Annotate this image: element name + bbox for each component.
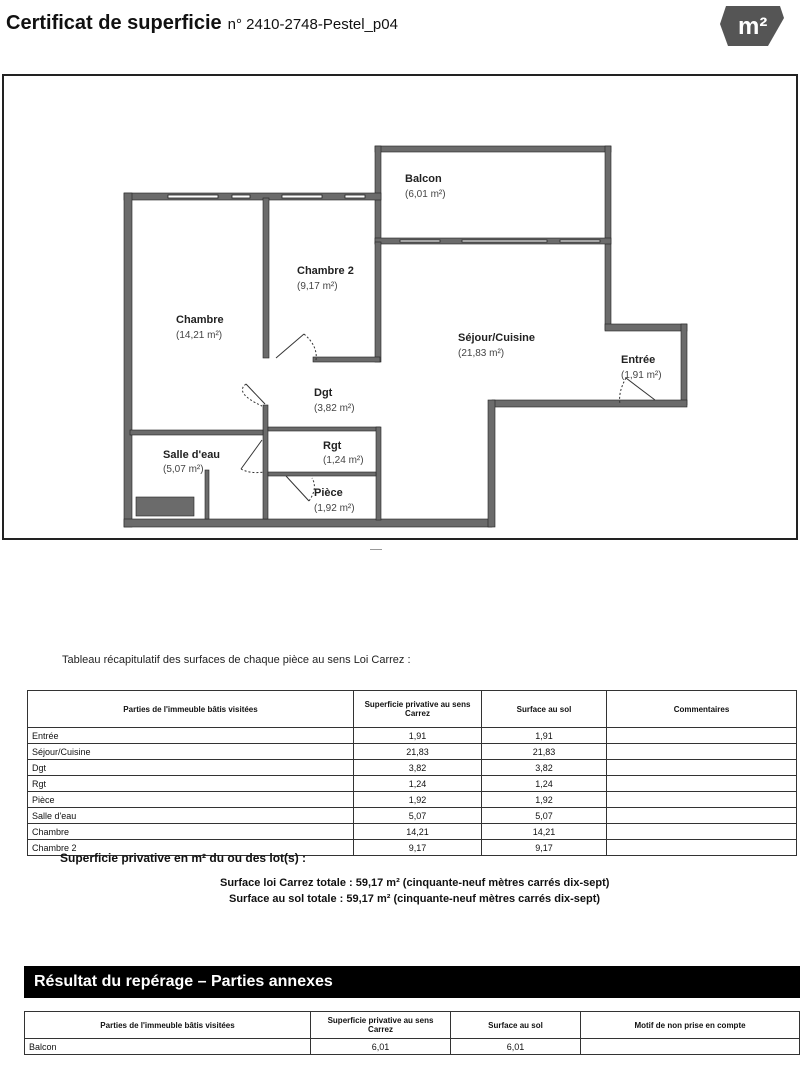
table-row [28,824,797,840]
table-row [28,792,797,808]
room-area-sejour-cuisine: (21,83 m²) [458,348,505,359]
room-area-rgt: (1,24 m²) [323,455,364,466]
table-row [28,808,797,824]
cell-carrez: 5,07 [354,808,482,824]
cell-part: Pièce [28,792,354,808]
annex-header-carrez: Superficie privative au sens Carrez [311,1012,451,1039]
cell-part: Entrée [28,728,354,744]
cell-sol: 1,92 [482,792,607,808]
room-name-dgt: Dgt [314,387,333,399]
cell-carrez: 1,91 [354,728,482,744]
room-area-dgt: (3,82 m²) [314,403,355,414]
total-sol: Surface au sol totale : 59,17 m² (cinquante-neuf mètres carrés dix-sept) [229,893,601,905]
room-name-balcon: Balcon [405,173,442,185]
cell-carrez: 14,21 [354,824,482,840]
cell-carrez: 6,01 [311,1039,451,1055]
certificate-number: n° 2410-2748-Pestel_p04 [227,16,398,33]
room-name-rgt: Rgt [323,440,342,452]
room-name-chambre: Chambre [176,314,224,326]
title-text: Certificat de superficie [6,12,222,34]
summary-header-part: Parties de l'immeuble bâtis visitées [28,691,354,728]
cell-carrez: 9,17 [354,840,482,856]
cell-sol: 3,82 [482,760,607,776]
summary-header-row [28,691,797,728]
summary-intro: Tableau récapitulatif des surfaces de chaque pièce au sens Loi Carrez : [62,654,411,666]
room-name-sejour-cuisine: Séjour/Cuisine [458,332,536,344]
room-area-entree: (1,91 m²) [621,370,662,381]
cell-carrez: 1,92 [354,792,482,808]
table-row [28,728,797,744]
cell-comment [607,840,797,856]
cell-sol: 5,07 [482,808,607,824]
room-name-salle-deau: Salle d'eau [163,449,221,461]
cell-sol: 14,21 [482,824,607,840]
cell-comment [607,744,797,760]
annex-header-sol: Surface au sol [451,1012,581,1039]
cell-comment [607,824,797,840]
cell-carrez: 1,24 [354,776,482,792]
cell-comment [607,728,797,744]
windows [168,195,600,242]
total-carrez: Surface loi Carrez totale : 59,17 m² (cinquante-neuf mètres carrés dix-sept) [220,877,610,889]
summary-table [27,690,797,856]
totals-heading: Superficie privative en m² du ou des lot(s) : [60,851,307,865]
cell-motif [581,1039,800,1055]
cell-carrez: 3,82 [354,760,482,776]
cell-comment [607,776,797,792]
cell-sol: 6,01 [451,1039,581,1055]
table-row [28,744,797,760]
room-area-piece: (1,92 m²) [314,503,355,514]
summary-header-sol: Surface au sol [482,691,607,728]
cell-part: Chambre 2 [28,840,354,856]
annex-section-title: Résultat du repérage – Parties annexes [24,966,800,998]
cell-comment [607,808,797,824]
summary-header-comment: Commentaires [607,691,797,728]
cell-part: Rgt [28,776,354,792]
cell-part: Séjour/Cuisine [28,744,354,760]
cell-part: Dgt [28,760,354,776]
room-area-balcon: (6,01 m²) [405,189,446,200]
logo-text: m² [738,13,768,40]
room-area-salle-deau: (5,07 m²) [163,464,204,475]
room-name-chambre-2: Chambre 2 [297,265,354,277]
cell-sol: 1,91 [482,728,607,744]
cell-sol: 21,83 [482,744,607,760]
table-row [25,1039,800,1055]
summary-header-carrez: Superficie privative au sens Carrez [354,691,482,728]
cell-carrez: 21,83 [354,744,482,760]
room-name-entree: Entrée [621,354,656,366]
annex-table [24,1011,800,1055]
room-area-chambre: (14,21 m²) [176,330,223,341]
annex-header-part: Parties de l'immeuble bâtis visitées [25,1012,311,1039]
cell-comment [607,792,797,808]
cell-comment [607,760,797,776]
annex-header-row [25,1012,800,1039]
room-area-chambre-2: (9,17 m²) [297,281,338,292]
page-divider-mark [370,549,382,550]
annex-header-motif: Motif de non prise en compte [581,1012,800,1039]
cell-sol: 1,24 [482,776,607,792]
table-row [28,776,797,792]
cell-part: Chambre [28,824,354,840]
cell-part: Salle d'eau [28,808,354,824]
cell-part: Balcon [25,1039,311,1055]
room-name-piece: Pièce [314,487,343,499]
table-row [28,760,797,776]
cell-sol: 9,17 [482,840,607,856]
